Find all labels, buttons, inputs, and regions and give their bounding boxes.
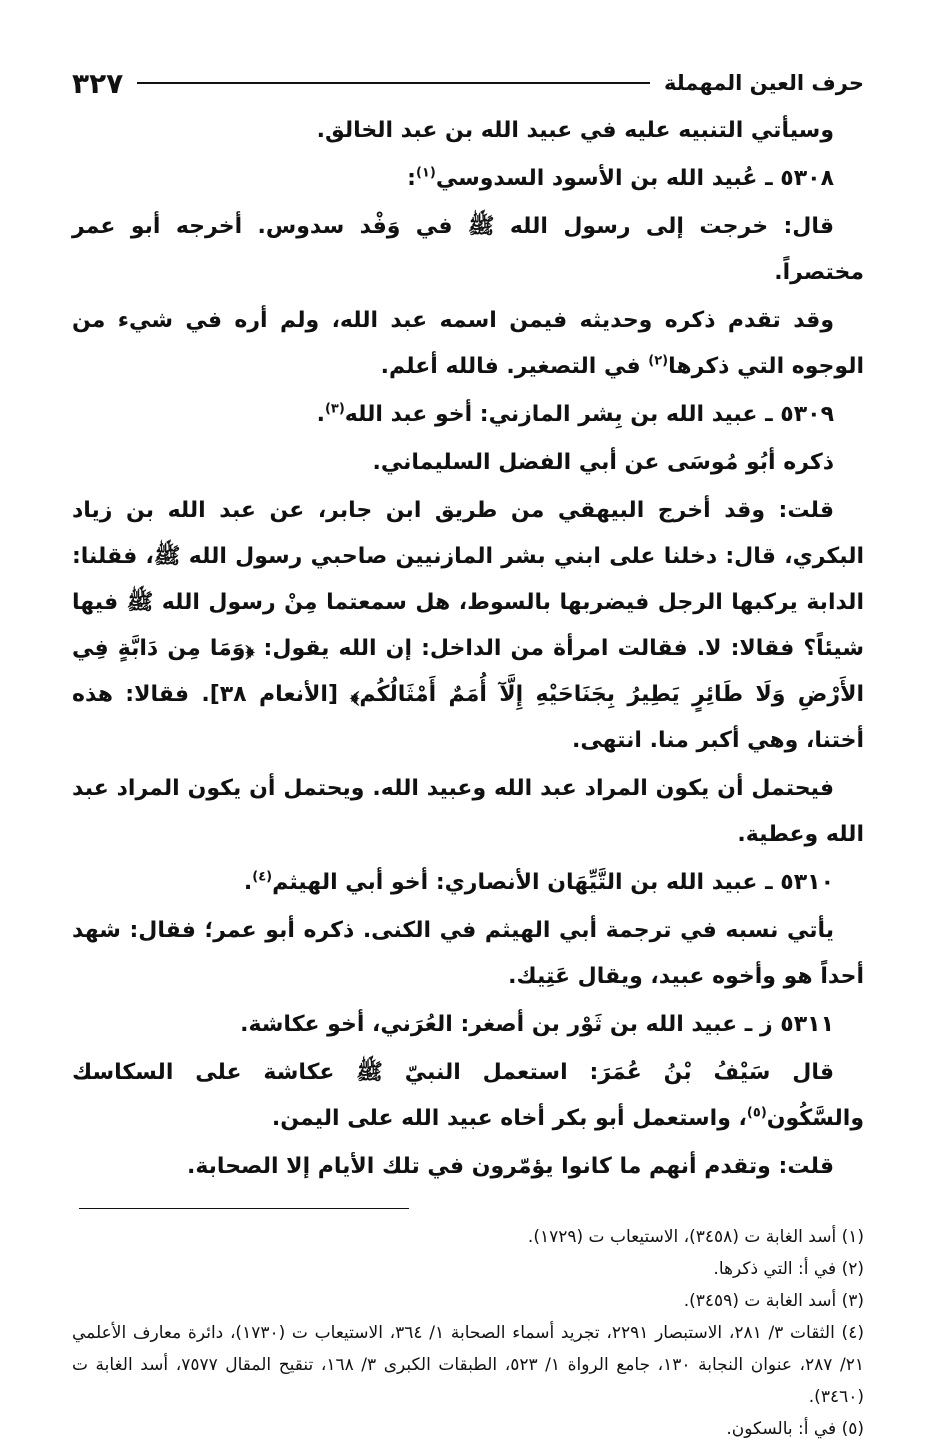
entry-heading-5309: ٥٣٠٩ ـ عبيد الله بن بِشر المازني: أخو عبد الله$^{(٣)}$. — [316, 401, 834, 427]
entry-heading-5311: ٥٣١١ ز ـ عبيد الله بن ثَوْر بن أصغر: العُرَني، أخو عكاشة. — [240, 1012, 834, 1037]
footnotes — [72, 1221, 864, 1445]
entry-heading-5308: ٥٣٠٨ ـ عُبيد الله بن الأسود السدوسي$^{(١)}$: — [407, 165, 834, 191]
main-text — [72, 108, 864, 1190]
footnote-ref: (٥) — [746, 1105, 767, 1121]
header-rule — [137, 82, 650, 84]
running-header — [72, 58, 864, 108]
chapter-title: حرف العين المهملة — [663, 71, 864, 95]
footnote-2: (٢) في أ: التي ذكرها. — [713, 1259, 864, 1279]
footnote-3: (٣) أسد الغابة ت (٣٤٥٩). — [683, 1291, 864, 1311]
paragraph: قال سَيْفُ بْنُ عُمَرَ: استعمل النبيّ ﷺ عكاشة على السكاسك والسَّكُون$^{(٥)}$، واستعمل أبو بكر أخاه عبيد الله على اليمن. — [72, 1060, 864, 1131]
footnote-5: (٥) في أ: بالسكون. — [726, 1419, 864, 1439]
page-number: ٣٢٧ — [72, 66, 124, 100]
paragraph: وقد تقدم ذكره وحديثه فيمن اسمه عبد الله، ولم أره في شيء من الوجوه التي ذكرها$^{(٢)}$ في التصغير. فالله أعلم. — [72, 308, 864, 379]
footnote-ref: (٤) — [252, 869, 273, 885]
paragraph: يأتي نسبه في ترجمة أبي الهيثم في الكنى. ذكره أبو عمر؛ فقال: شهد أحداً هو وأخوه عبيد، ويقال عَتِيك. — [72, 918, 864, 989]
footnote-divider — [79, 1208, 409, 1209]
footnote-ref: (١) — [415, 165, 436, 181]
entry-heading-5310: ٥٣١٠ ـ عبيد الله بن التَّيِّهَان الأنصاري: أخو أبي الهيثم$^{(٤)}$. — [243, 869, 834, 895]
page — [72, 58, 864, 1439]
paragraph: ذكره أبُو مُوسَى عن أبي الفضل السليماني. — [372, 450, 834, 475]
paragraph: قلت: وقد أخرج البيهقي من طريق ابن جابر، عن عبد الله بن زياد البكري، قال: دخلنا على ابني بشر المازنيين صاحبي رسول الله ﷺ، فقلنا: الدابة يركبها الرجل فيضربها بالسوط، هل سمعتما مِنْ رسول الله ﷺ فيها شيئاً؟ فقالا: لا. فقالت امرأة من الداخل: إن الله يقول: ﴿وَمَا مِن دَابَّةٍ فِي الأَرْضِ وَلَا طَائِرٍ يَطِيرُ بِجَنَاحَيْهِ إِلَّآ أُمَمٌ أَمْثَالُكُم﴾ [الأنعام ٣٨]. فقالا: هذه أختنا، وهي أكبر منا. انتهى. — [72, 498, 864, 753]
footnote-4: (٤) الثقات ٣/ ٢٨١، الاستبصار ٢٢٩١، تجريد أسماء الصحابة ١/ ٣٦٤، الاستيعاب ت (١٧٣٠)، دائرة معارف الأعلمي ٢١/ ٢٨٧، عنوان النجابة ١٣٠، جامع الرواة ١/ ٥٢٣، الطبقات الكبرى ٣/ ١٦٨، تنقيح المقال ٧٥٧٧، أسد الغابة ت (٣٤٦٠). — [72, 1323, 864, 1407]
paragraph: قلت: وتقدم أنهم ما كانوا يؤمّرون في تلك الأيام إلا الصحابة. — [186, 1154, 834, 1179]
paragraph: وسيأتي التنبيه عليه في عبيد الله بن عبد الخالق. — [316, 118, 834, 143]
paragraph: قال: خرجت إلى رسول الله ﷺ في وَفْد سدوس. أخرجه أبو عمر مختصراً. — [72, 214, 864, 285]
footnote-ref: (٢) — [648, 353, 669, 369]
footnote-ref: (٣) — [324, 401, 345, 417]
paragraph: فيحتمل أن يكون المراد عبد الله وعبيد الله. ويحتمل أن يكون المراد عبد الله وعطية. — [72, 776, 864, 847]
footnote-1: (١) أسد الغابة ت (٣٤٥٨)، الاستيعاب ت (١٧٢٩). — [527, 1227, 864, 1247]
